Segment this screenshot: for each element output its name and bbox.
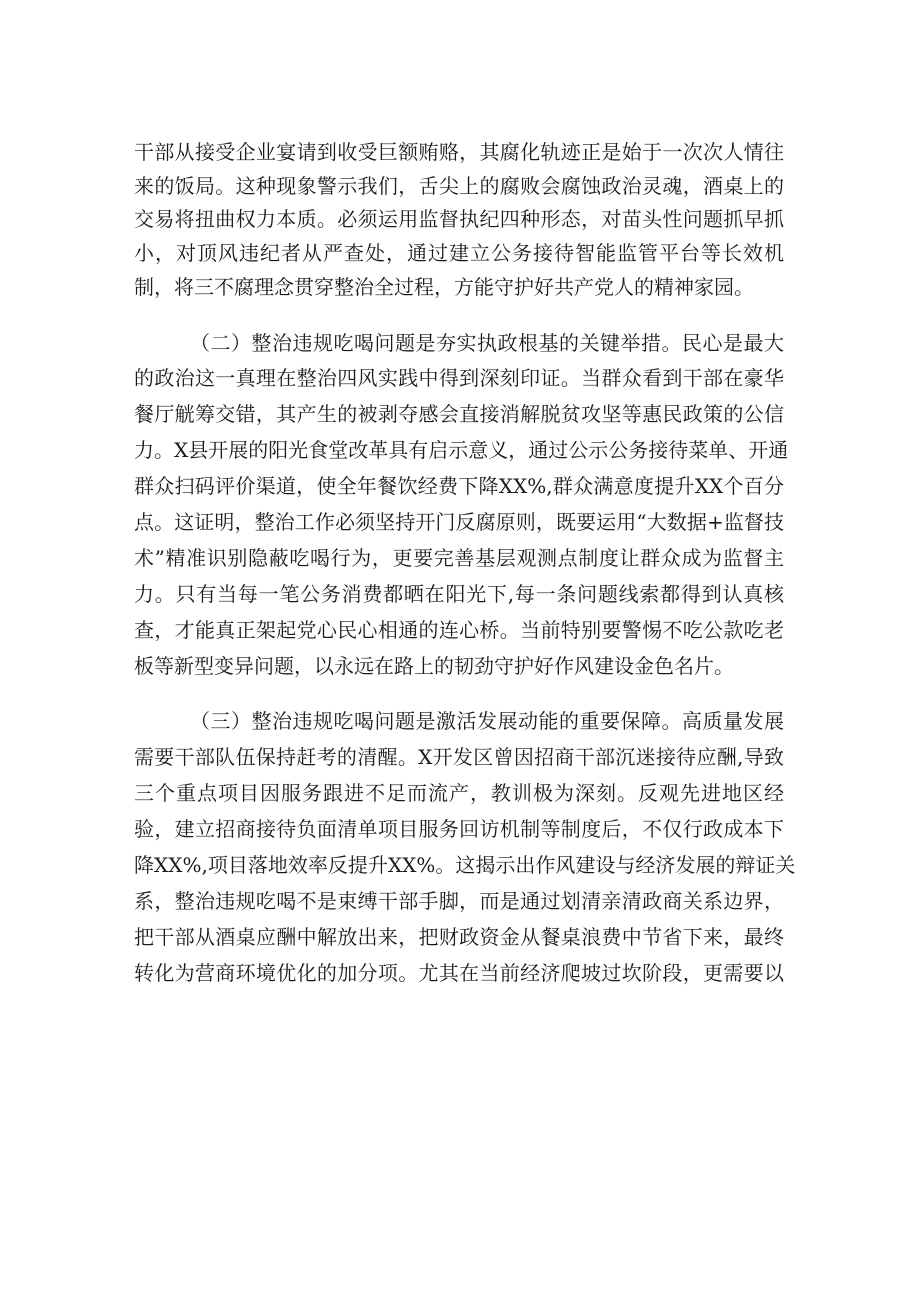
text-line: （二）整治违规吃喝问题是夯实执政根基的关键举措。民心是最大: [190, 331, 784, 355]
text-line: 来的饭局。这种现象警示我们，舌尖上的腐败会腐蚀政治灵魂，酒桌上的: [134, 174, 784, 198]
text-line: 交易将扭曲权力本质。必须运用监督执纪四种形态，对苗头性问题抓早抓: [134, 207, 784, 231]
text-line: （三）整治违规吃喝问题是激活发展动能的重要保障。高质量发展: [190, 709, 784, 733]
text-line: 系，整治违规吃喝不是束缚干部手脚，而是通过划清亲清政商关系边界，: [134, 889, 784, 913]
text-line: 餐厅觥筹交错，其产生的被剥夺感会直接消解脱贫攻坚等惠民政策的公信: [134, 402, 784, 426]
text-line: 验，建立招商接待负面清单项目服务回访机制等制度后，不仅行政成本下: [134, 817, 784, 841]
text-line: 需要干部队伍保持赶考的清醒。X开发区曾因招商干部沉迷接待应酬,导致: [134, 745, 784, 769]
text-line: 群众扫码评价渠道，使全年餐饮经费下降XX%,群众满意度提升XX个百分: [134, 474, 784, 498]
text-line: 术”精准识别隐蔽吃喝行为，更要完善基层观测点制度让群众成为监督主: [134, 546, 784, 570]
text-line: 查，才能真正架起党心民心相通的连心桥。当前特别要警惕不吃公款吃老: [134, 618, 784, 642]
text-line: 转化为营商环境优化的加分项。尤其在当前经济爬坡过坎阶段，更需要以: [134, 961, 784, 985]
text-line: 力。只有当每一笔公务消费都晒在阳光下,每一条问题线索都得到认真核: [134, 582, 784, 606]
text-line: 板等新型变异问题，以永远在路上的韧劲守护好作风建设金色名片。: [134, 654, 734, 678]
text-line: 力。X县开展的阳光食堂改革具有启示意义，通过公示公务接待菜单、开通: [134, 438, 789, 462]
text-line: 的政治这一真理在整治四风实践中得到深刻印证。当群众看到干部在豪华: [134, 366, 784, 390]
text-line: 小，对顶风违纪者从严查处，通过建立公务接待智能监管平台等长效机: [134, 241, 784, 265]
text-line: 制，将三不腐理念贯穿整治全过程，方能守护好共产党人的精神家园。: [134, 275, 754, 299]
text-line: 干部从接受企业宴请到收受巨额贿赂，其腐化轨迹正是始于一次次人情往: [134, 140, 784, 164]
text-line: 把干部从酒桌应酬中解放出来，把财政资金从餐桌浪费中节省下来，最终: [134, 925, 784, 949]
text-line: 降XX%,项目落地效率反提升XX%。这揭示出作风建设与经济发展的辩证关: [134, 853, 796, 877]
text-line: 点。这证明，整治工作必须坚持开门反腐原则，既要运用“大数据+监督技: [134, 510, 784, 534]
text-line: 三个重点项目因服务跟进不足而流产，教训极为深刻。反观先进地区经: [134, 781, 784, 805]
